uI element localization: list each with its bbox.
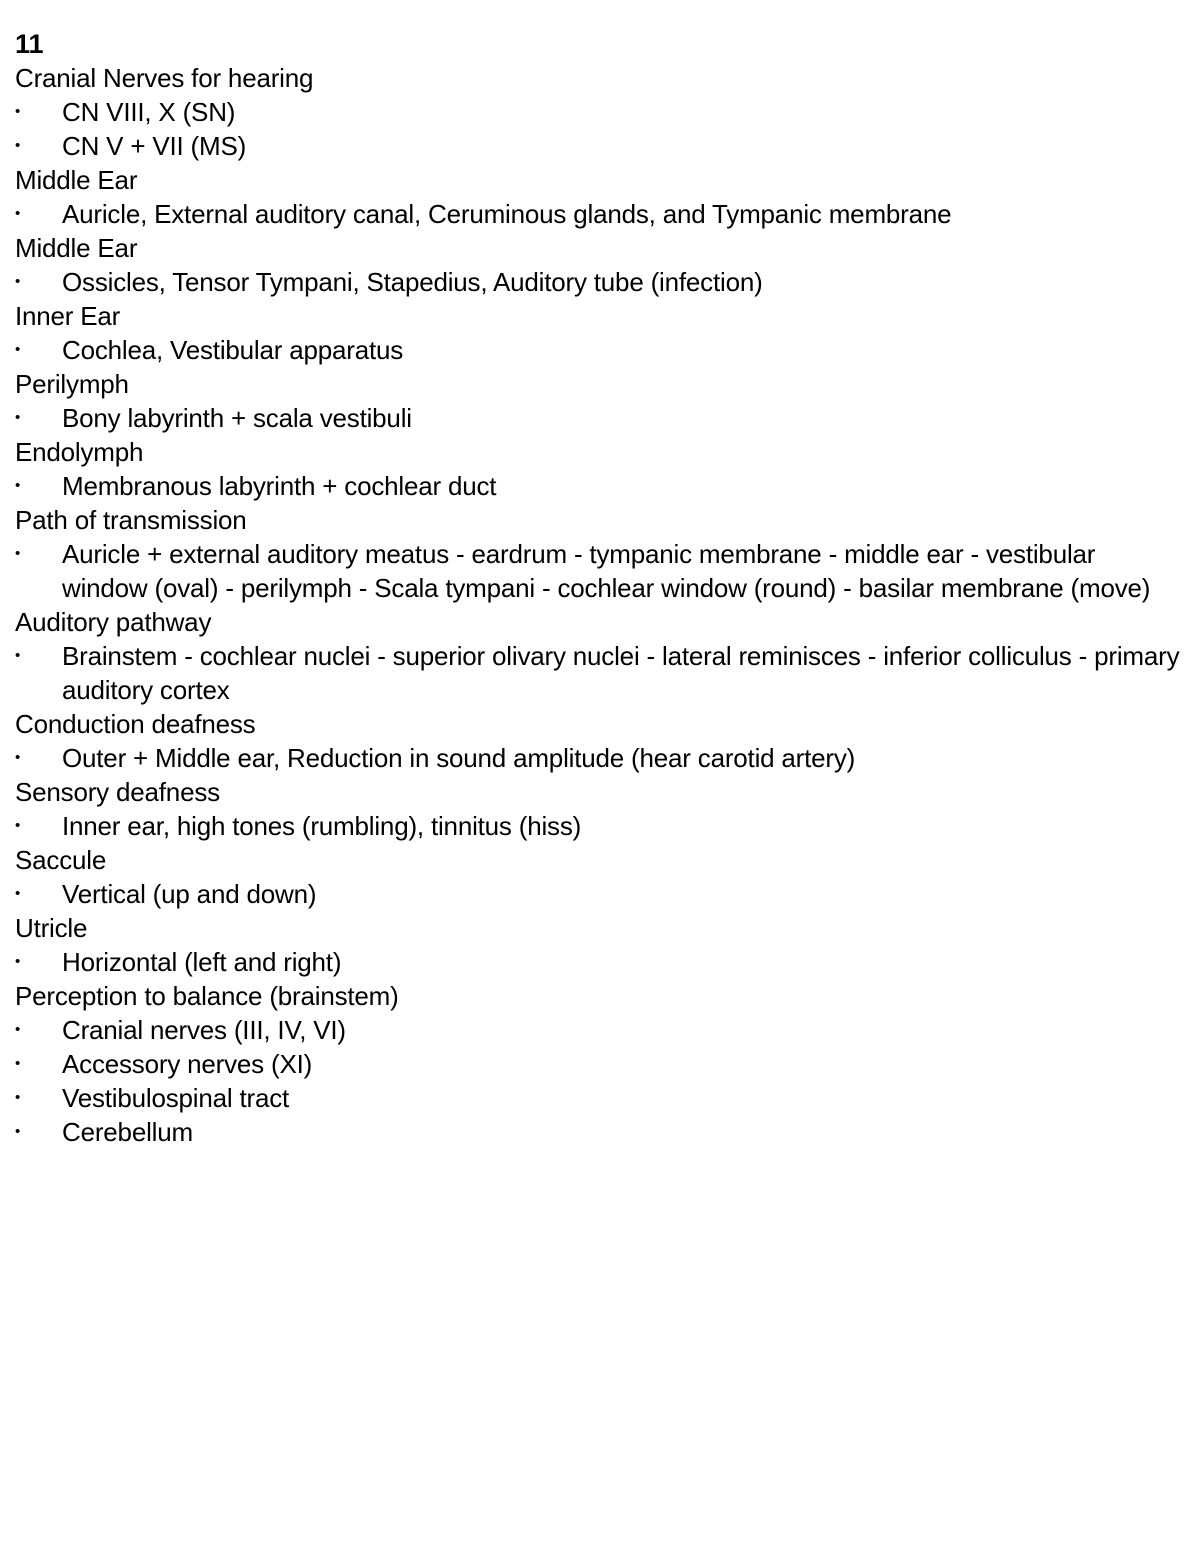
bullet-icon: • xyxy=(15,477,21,494)
bullet-item xyxy=(15,333,1185,367)
bullet-icon: • xyxy=(15,545,21,562)
bullet-text: Cerebellum xyxy=(62,1117,193,1147)
bullet-list xyxy=(15,537,1185,605)
bullet-icon: • xyxy=(15,409,21,426)
bullet-icon: • xyxy=(15,953,21,970)
bullet-icon: • xyxy=(15,273,21,290)
bullet-item xyxy=(15,469,1185,503)
bullet-list xyxy=(15,333,1185,367)
bullet-item xyxy=(15,877,1185,911)
bullet-text: Auricle, External auditory canal, Ceruminous glands, and Tympanic membrane xyxy=(62,199,952,229)
bullet-item xyxy=(15,945,1185,979)
section-title: Middle Ear xyxy=(15,233,138,263)
bullet-text: Vestibulospinal tract xyxy=(62,1083,290,1113)
bullet-item xyxy=(15,741,1185,775)
bullet-text: Auricle + external auditory meatus - eardrum - tympanic membrane - middle ear - vestibular window (oval) - perilymph - Scala tympani - cochlear window (round) - basilar membrane (move) xyxy=(62,539,1151,603)
bullet-text: Ossicles, Tensor Tympani, Stapedius, Auditory tube (infection) xyxy=(62,267,763,297)
section-title: Endolymph xyxy=(15,437,144,467)
bullet-item xyxy=(15,537,1185,605)
section-title: Inner Ear xyxy=(15,301,121,331)
bullet-text: Cranial nerves (III, IV, VI) xyxy=(62,1015,346,1045)
bullet-list xyxy=(15,401,1185,435)
bullet-item xyxy=(15,265,1185,299)
bullet-icon: • xyxy=(15,749,21,766)
bullet-list xyxy=(15,469,1185,503)
bullet-item xyxy=(15,1047,1185,1081)
bullet-item xyxy=(15,129,1185,163)
bullet-text: Inner ear, high tones (rumbling), tinnitus (hiss) xyxy=(62,811,582,841)
bullet-text: Horizontal (left and right) xyxy=(62,947,342,977)
bullet-text: Accessory nerves (XI) xyxy=(62,1049,313,1079)
notes-body xyxy=(15,61,1185,1149)
bullet-item xyxy=(15,401,1185,435)
bullet-list xyxy=(15,741,1185,775)
bullet-item xyxy=(15,639,1185,707)
bullet-item xyxy=(15,197,1185,231)
section-title: Saccule xyxy=(15,845,107,875)
bullet-icon: • xyxy=(15,205,21,222)
bullet-icon: • xyxy=(15,137,21,154)
bullet-icon: • xyxy=(15,647,21,664)
section-title: Sensory deafness xyxy=(15,777,220,807)
bullet-text: Cochlea, Vestibular apparatus xyxy=(62,335,404,365)
bullet-text: CN VIII, X (SN) xyxy=(62,97,236,127)
section-title: Perilymph xyxy=(15,369,129,399)
bullet-list xyxy=(15,945,1185,979)
bullet-icon: • xyxy=(15,341,21,358)
section-title: Auditory pathway xyxy=(15,607,212,637)
section-title: Cranial Nerves for hearing xyxy=(15,63,314,93)
bullet-item xyxy=(15,1115,1185,1149)
bullet-icon: • xyxy=(15,1055,21,1072)
page-number: 11 xyxy=(15,29,44,59)
section-title: Middle Ear xyxy=(15,165,138,195)
bullet-text: Brainstem - cochlear nuclei - superior olivary nuclei - lateral reminisces - inferior colliculus - primary auditory cortex xyxy=(62,641,1180,705)
bullet-list xyxy=(15,1013,1185,1149)
bullet-item xyxy=(15,1081,1185,1115)
section-title: Conduction deafness xyxy=(15,709,256,739)
bullet-text: Bony labyrinth + scala vestibuli xyxy=(62,403,412,433)
bullet-list xyxy=(15,95,1185,163)
section-title: Perception to balance (brainstem) xyxy=(15,981,399,1011)
bullet-icon: • xyxy=(15,885,21,902)
bullet-text: Outer + Middle ear, Reduction in sound amplitude (hear carotid artery) xyxy=(62,743,856,773)
bullet-list xyxy=(15,265,1185,299)
section-title: Utricle xyxy=(15,913,88,943)
bullet-list xyxy=(15,809,1185,843)
bullet-text: Membranous labyrinth + cochlear duct xyxy=(62,471,497,501)
bullet-text: CN V + VII (MS) xyxy=(62,131,247,161)
bullet-icon: • xyxy=(15,1021,21,1038)
bullet-list xyxy=(15,877,1185,911)
bullet-item xyxy=(15,1013,1185,1047)
document-page xyxy=(15,27,1185,1149)
bullet-item xyxy=(15,809,1185,843)
bullet-icon: • xyxy=(15,1089,21,1106)
bullet-item xyxy=(15,95,1185,129)
bullet-text: Vertical (up and down) xyxy=(62,879,317,909)
bullet-icon: • xyxy=(15,817,21,834)
section-title: Path of transmission xyxy=(15,505,247,535)
bullet-icon: • xyxy=(15,103,21,120)
bullet-list xyxy=(15,639,1185,707)
bullet-list xyxy=(15,197,1185,231)
bullet-icon: • xyxy=(15,1123,21,1140)
